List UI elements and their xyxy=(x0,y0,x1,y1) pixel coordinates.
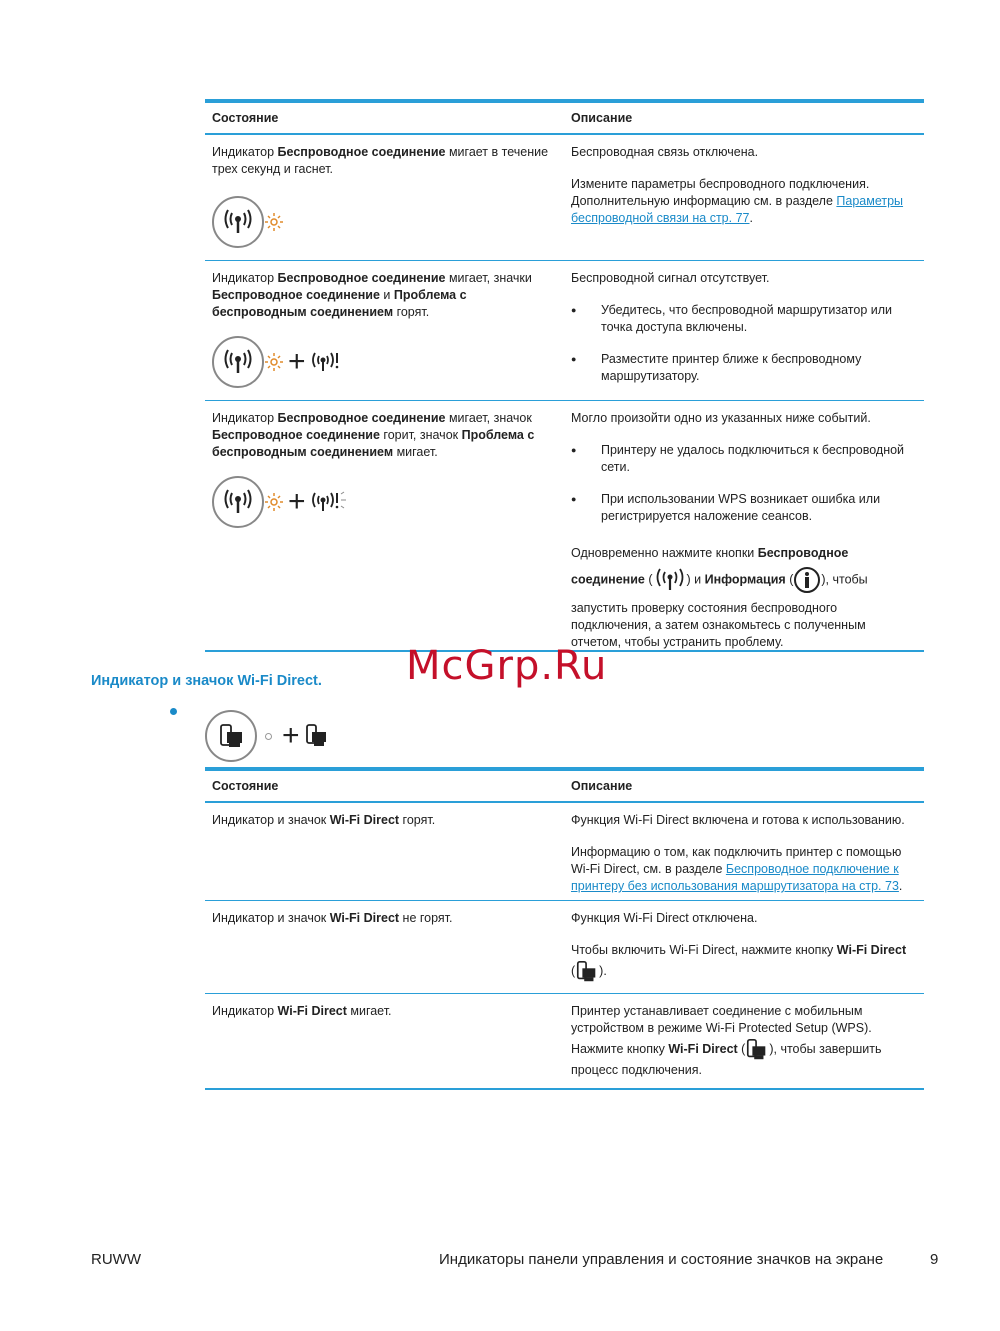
bullet-dot xyxy=(170,708,177,715)
bullet-item: ● Разместите принтер ближе к беспроводному маршрутизатору. xyxy=(571,351,916,385)
plus-icon: + xyxy=(282,719,300,752)
wireless-problem-icon-group xyxy=(212,336,340,388)
wifi-direct-icon-group xyxy=(205,710,330,762)
info-button-icon xyxy=(793,566,821,594)
table-row xyxy=(205,401,924,652)
row-state: Индикатор и значок Wi-Fi Direct не горят. xyxy=(212,911,453,925)
row-state: Индикатор Wi-Fi Direct мигает. xyxy=(212,1004,392,1018)
footer-chapter-title: Индикаторы панели управления и состояние значков на экране xyxy=(439,1251,884,1268)
table-row xyxy=(205,994,924,1090)
plus-icon: + xyxy=(288,345,306,378)
row-description: Принтер устанавливает соединение с мобильным устройством в режиме Wi-Fi Protected Setup (WPS). Нажмите кнопку Wi-Fi Direct ( ), чтобы завершить процесс подключения. xyxy=(571,1004,882,1077)
table-row xyxy=(205,803,924,901)
row-state: Индикатор и значок Wi-Fi Direct горят. xyxy=(212,813,436,827)
wireless-direct-connection-link[interactable]: Беспроводное подключение к принтеру без использования маршрутизатора на стр. 73 xyxy=(571,862,899,893)
blinking-light-icon xyxy=(264,492,284,512)
header-state: Состояние xyxy=(212,779,279,793)
wireless-button-inline-icon xyxy=(653,567,687,593)
row-description: Могло произойти одно из указанных ниже событий. ● Принтеру не удалось подключиться к беспроводной сети. ● При использовании WPS возникает ошибка или регистрируется наложение сеансов. Одновременно нажмите кнопки Беспроводное соединение ( ) и Информация ( ), чтобы запустить проверку состояния беспроводного подключения, а затем ознакомьтесь с полученным отчетом, чтобы устранить проблему. xyxy=(571,410,916,651)
wireless-problem-blinking-icon-group xyxy=(212,476,350,528)
wireless-status-table xyxy=(205,99,924,652)
row-state: Индикатор Беспроводное соединение мигает, значок Беспроводное соединение горит, значок Проблема с беспроводным соединением мигает. xyxy=(212,411,535,459)
table-header xyxy=(205,771,924,803)
header-state: Состояние xyxy=(212,111,279,125)
bullet-item: ● Убедитесь, что беспроводной маршрутизатор или точка доступа включены. xyxy=(571,302,916,336)
wireless-button-icon xyxy=(212,336,264,388)
section-title: Индикатор и значок Wi-Fi Direct. xyxy=(91,673,322,689)
wireless-button-icon xyxy=(212,476,264,528)
bullet-item: ● При использовании WPS возникает ошибка или регистрируется наложение сеансов. xyxy=(571,491,916,525)
wireless-problem-blinking-icon xyxy=(310,490,350,514)
header-description: Описание xyxy=(571,779,633,793)
wifi-direct-status-icon xyxy=(304,723,330,749)
wireless-button-icon xyxy=(212,196,264,248)
header-description: Описание xyxy=(571,111,633,125)
footer-locale: RUWW xyxy=(91,1251,141,1268)
wifi-direct-inline-icon xyxy=(575,960,599,984)
plus-icon: + xyxy=(288,485,306,518)
wifi-direct-inline-icon xyxy=(745,1038,769,1062)
row-state: Индикатор Беспроводное соединение мигает в течение трех секунд и гаснет. xyxy=(212,145,549,176)
wifi-direct-button-icon xyxy=(205,710,257,762)
row-state: Индикатор Беспроводное соединение мигает, значки Беспроводное соединение и Проблема с беспроводным соединением горят. xyxy=(212,271,532,319)
row-description: Функция Wi-Fi Direct включена и готова к использованию. Информацию о том, как подключить принтер с помощью Wi-Fi Direct, см. в разделе Беспроводное подключение к принтеру без использования маршрутизатора на стр. 73. xyxy=(571,813,905,893)
watermark: McGrp.Ru xyxy=(406,643,608,689)
blinking-light-icon xyxy=(264,212,284,232)
wireless-settings-link[interactable]: Параметры беспроводной связи на стр. 77 xyxy=(571,194,904,225)
wireless-blinking-icon-group xyxy=(212,196,284,248)
table-row xyxy=(205,261,924,401)
table-row xyxy=(205,901,924,994)
row-description: Функция Wi-Fi Direct отключена. Чтобы включить Wi-Fi Direct, нажмите кнопку Wi-Fi Direct ( ). xyxy=(571,910,916,984)
table-header xyxy=(205,103,924,135)
page-number: 9 xyxy=(930,1251,939,1268)
wifi-direct-light-icon xyxy=(265,733,272,740)
table-row xyxy=(205,135,924,261)
row-description: Беспроводная связь отключена. Измените параметры беспроводного подключения. Дополнительную информацию см. в разделе Параметры беспроводной связи на стр. 77. xyxy=(571,145,904,225)
row-description: Беспроводной сигнал отсутствует. ● Убедитесь, что беспроводной маршрутизатор или точка доступа включены. ● Разместите принтер ближе к беспроводному маршрутизатору. xyxy=(571,270,916,385)
wireless-problem-icon xyxy=(310,350,340,374)
wifi-direct-status-table xyxy=(205,767,924,1090)
blinking-light-icon xyxy=(264,352,284,372)
bullet-item: ● Принтеру не удалось подключиться к беспроводной сети. xyxy=(571,442,916,476)
